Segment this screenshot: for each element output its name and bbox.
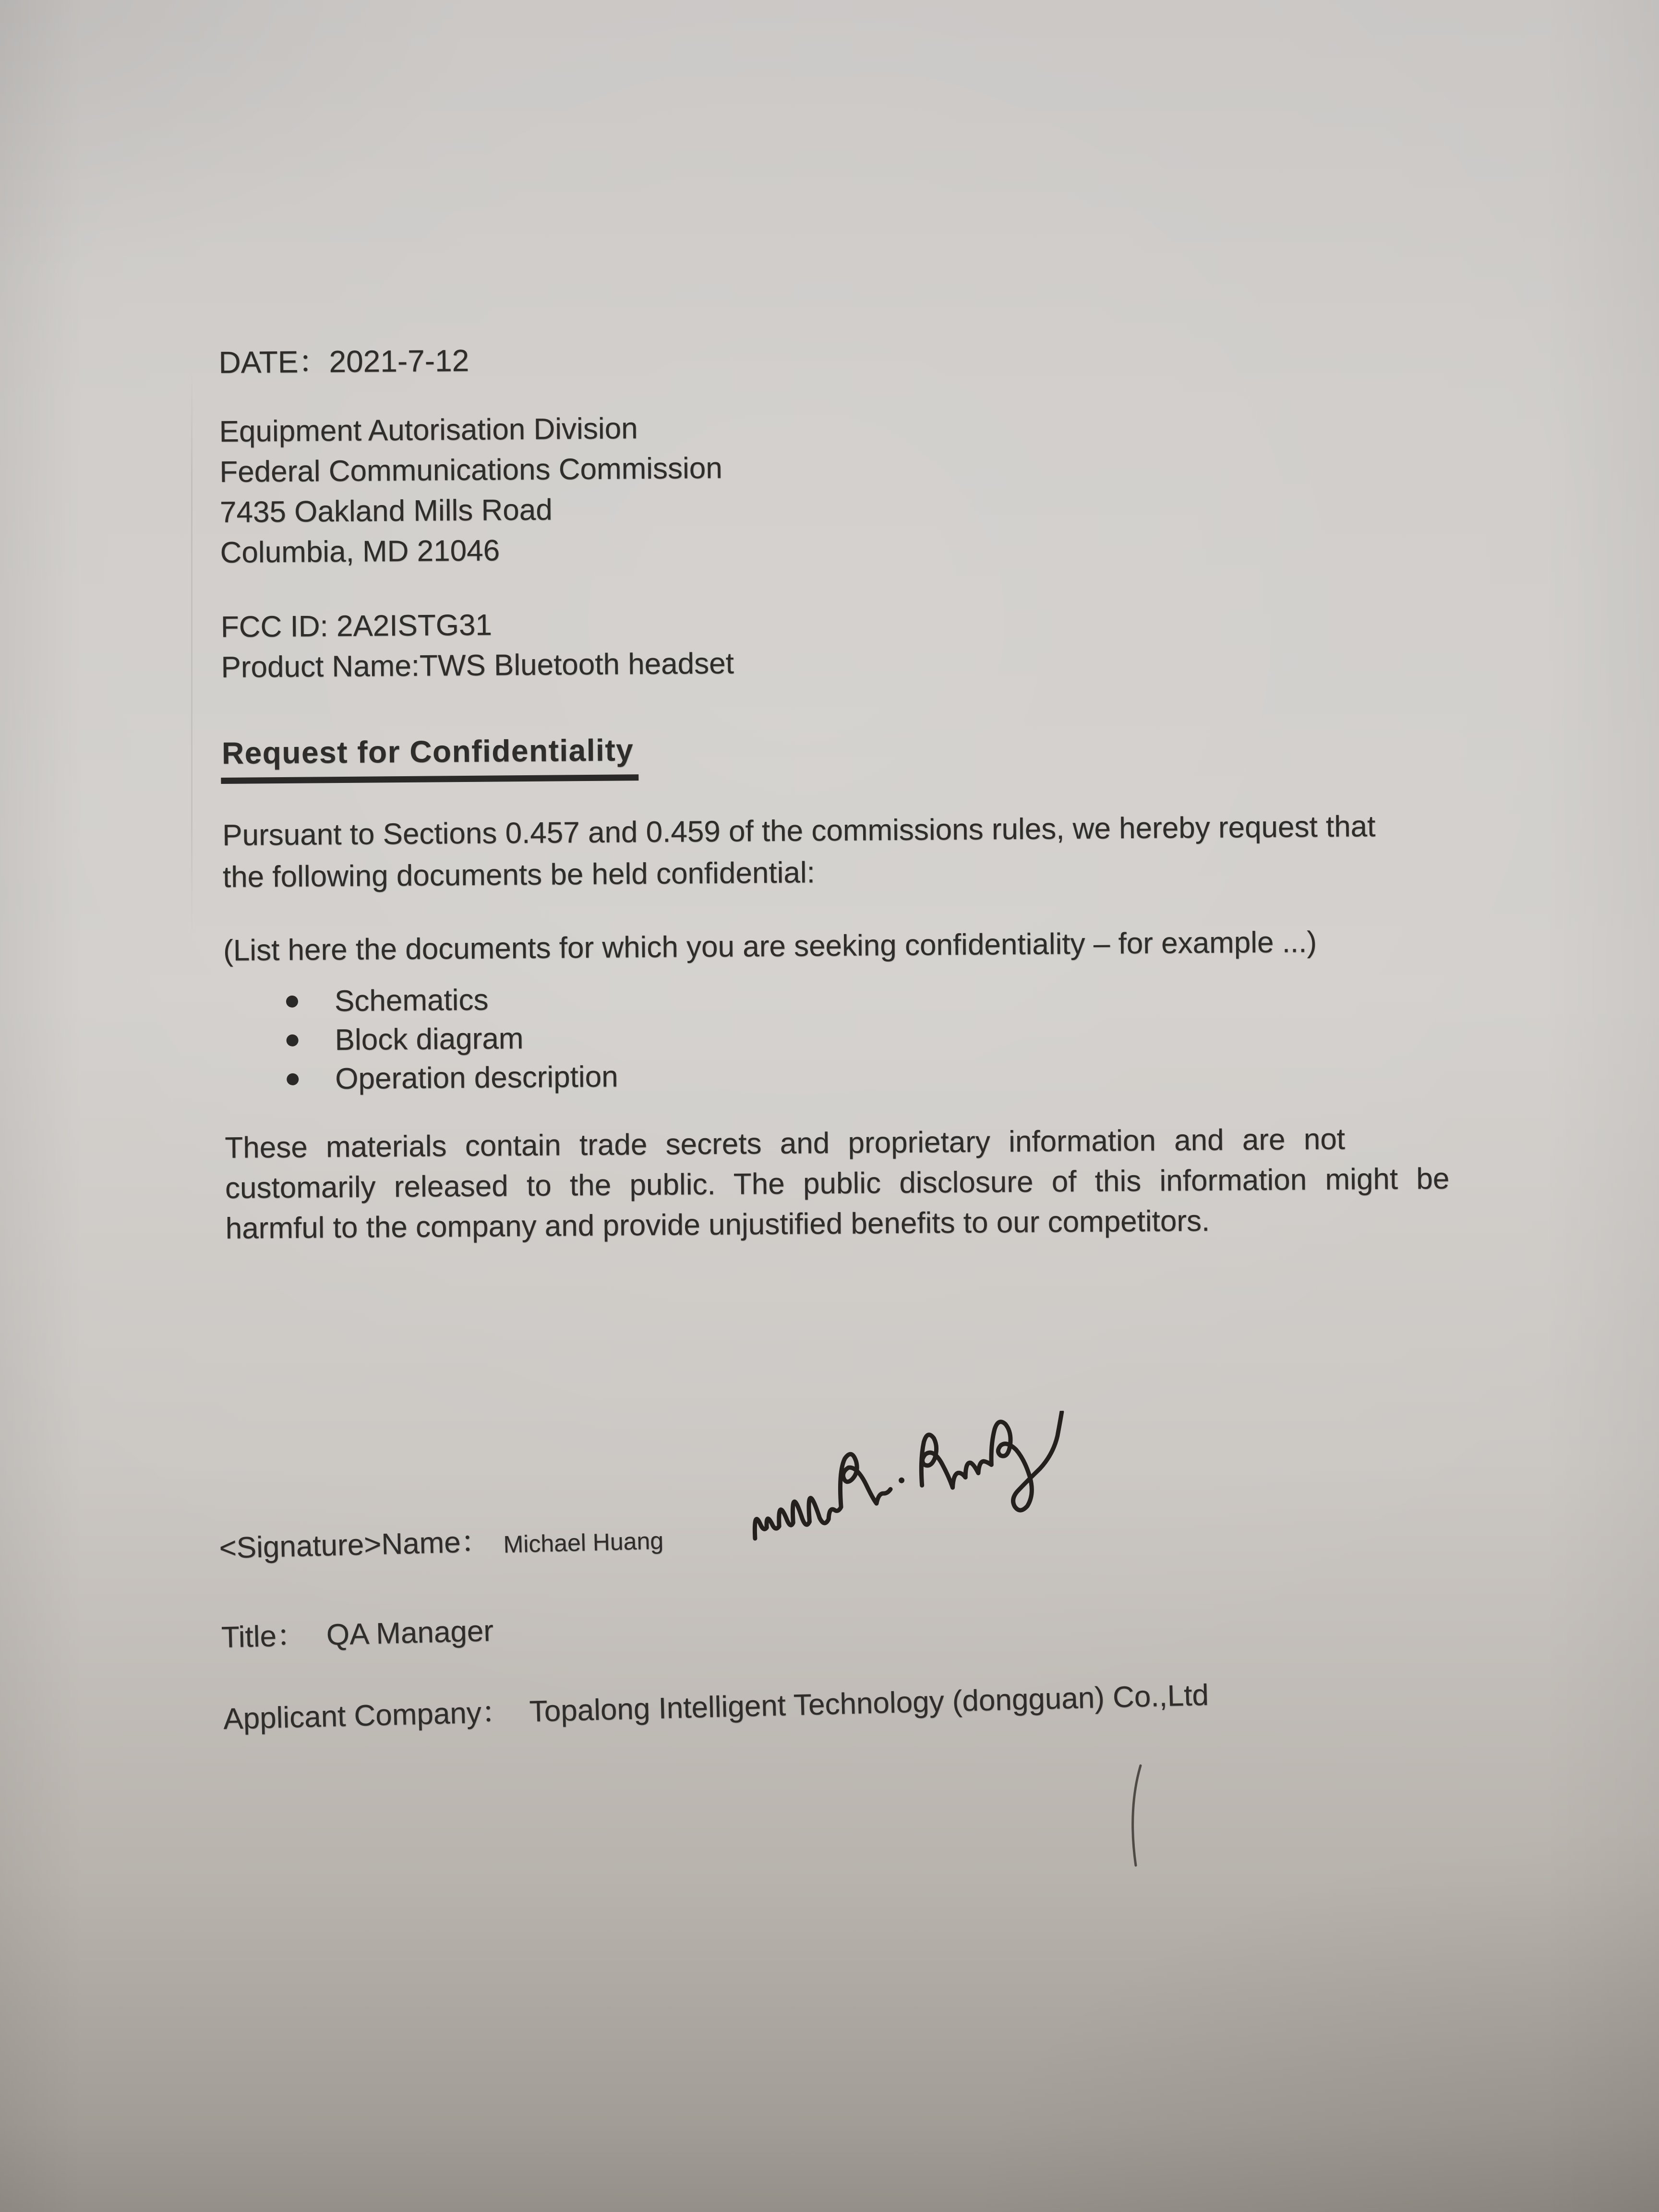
paragraph-pursuant-line: Pursuant to Sections 0.457 and 0.459 of the commissions rules, we hereby request that: [222, 810, 1376, 852]
paragraph-materials-line: customarily released to the public. The public disclosure of this information might be: [225, 1162, 1450, 1205]
date-value: 2021-7-12: [329, 343, 469, 379]
company-label: Applicant Company：: [223, 1695, 512, 1736]
address-line: Federal Communications Commission: [219, 451, 723, 489]
letter-body-upper: [218, 321, 1533, 1411]
bullet-label: Schematics: [334, 983, 489, 1018]
signature-printed-name: Michael Huang: [503, 1527, 664, 1558]
section-heading: Request for Confidentiality: [221, 730, 639, 784]
title-value: QA Manager: [326, 1614, 494, 1652]
company-value: Topalong Intelligent Technology (dongguan) Co.,Ltd: [529, 1678, 1209, 1729]
fcc-id-line: FCC ID: 2A2ISTG31: [220, 608, 493, 644]
product-name-line: Product Name:TWS Bluetooth headset: [221, 647, 734, 684]
paragraph-materials-line: These materials contain trade secrets and proprietary information and are not: [225, 1122, 1346, 1165]
date-label: DATE：: [218, 344, 329, 380]
pen-mark: [1127, 1763, 1148, 1870]
title-label: Title：: [221, 1619, 307, 1654]
address-line: 7435 Oakland Mills Road: [219, 493, 553, 529]
paper-crease: [191, 370, 192, 936]
address-line: Columbia, MD 21046: [220, 534, 500, 569]
title-row: [221, 1612, 494, 1657]
handwritten-signature: [732, 1409, 1119, 1553]
signature-label: <Signature>Name：: [218, 1525, 491, 1565]
bullet-label: Operation description: [335, 1060, 618, 1096]
bullet-dot-icon: [286, 996, 298, 1008]
recipient-address: [219, 408, 723, 573]
list-intro-line: (List here the documents for which you are seeking confidentiality – for example ...): [223, 926, 1317, 967]
paragraph-materials-line: harmful to the company and provide unjustified benefits to our competitors.: [225, 1204, 1210, 1245]
bullet-item: [286, 983, 489, 1019]
address-line: Equipment Autorisation Division: [219, 412, 638, 448]
bullet-item: [286, 1022, 523, 1058]
bullet-dot-icon: [287, 1034, 299, 1046]
bullet-label: Block diagram: [335, 1022, 524, 1057]
bullet-item: [287, 1060, 618, 1096]
paragraph-pursuant-line: the following documents be held confidential:: [222, 856, 816, 894]
company-row: [223, 1676, 1209, 1739]
date-line: [218, 341, 469, 383]
bullet-dot-icon: [287, 1073, 299, 1085]
letter-body-lower: [218, 1485, 1520, 1767]
